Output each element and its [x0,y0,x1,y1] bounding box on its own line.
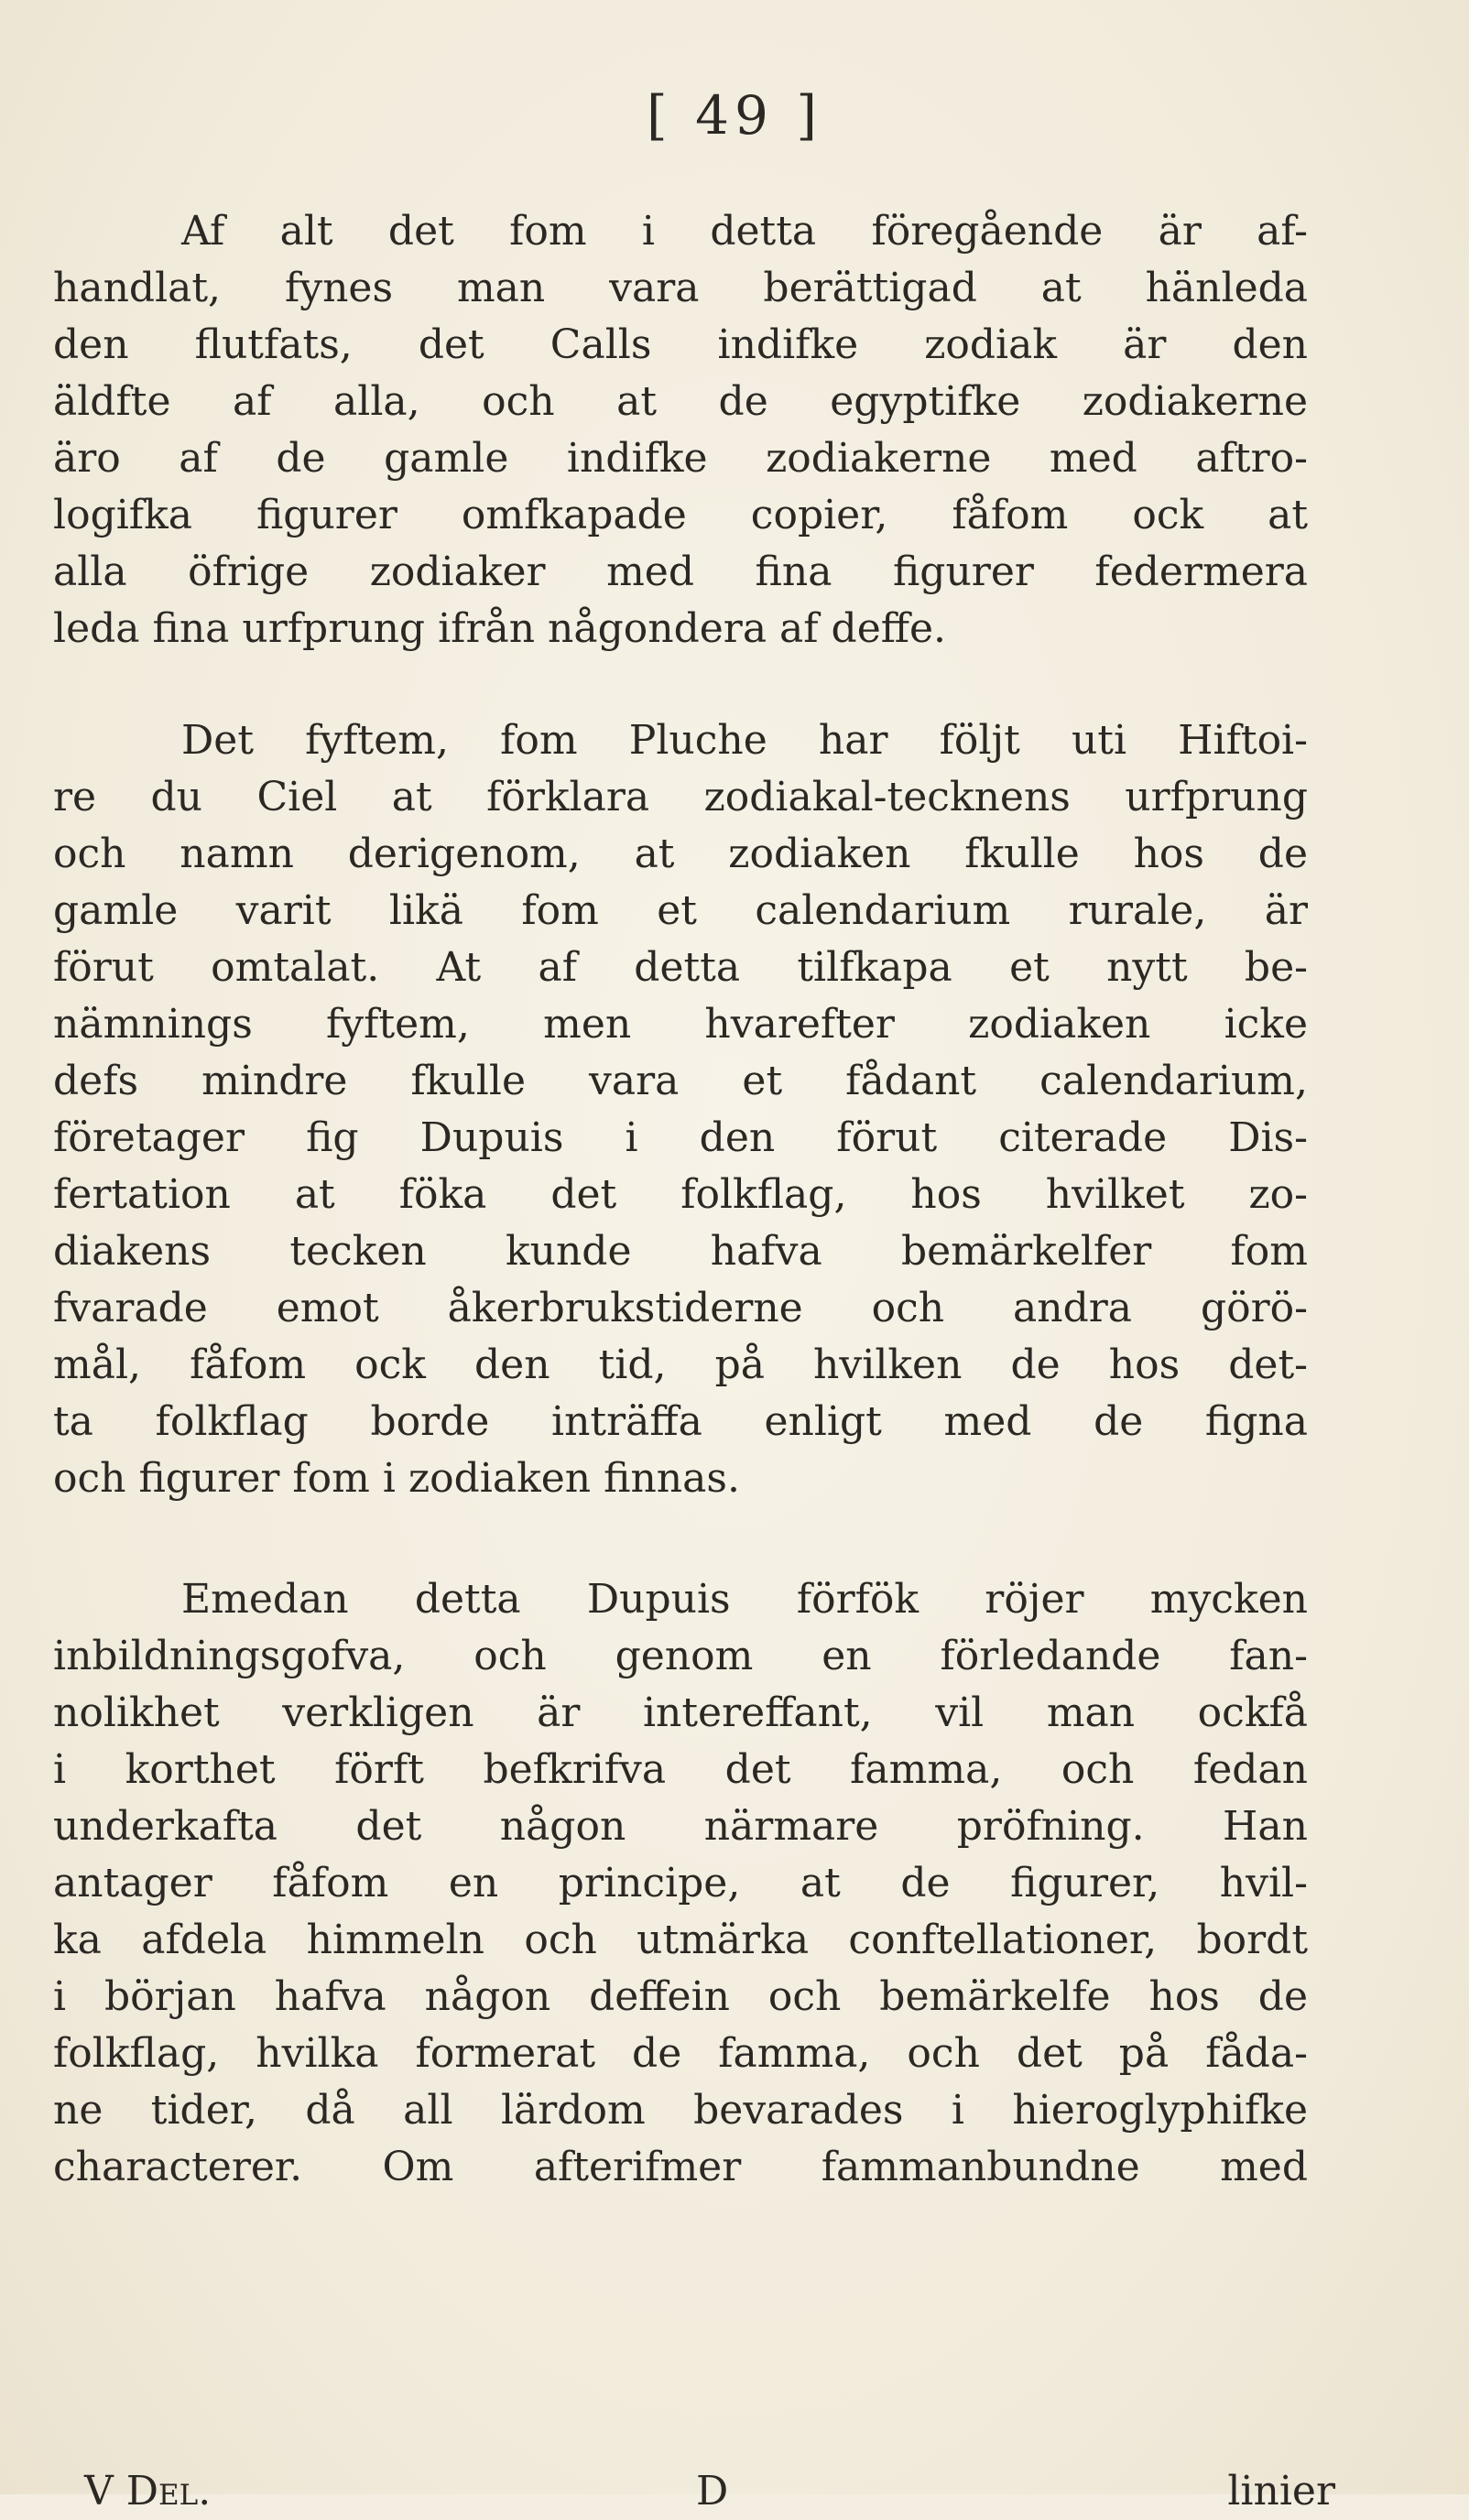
text-line: leda fina urfprung ifrån någondera af deffe. [53,605,947,652]
text-line: re du Ciel at förklara zodiakal-tecknens urfprung [53,774,1308,820]
text-line: äldfte af alla, och at de egyptifke zodiakerne [53,378,1308,425]
page-number: [ 49 ] [647,84,822,147]
text-line: antager fåfom en principe, at de figurer, hvil- [53,1860,1308,1906]
text-line: nolikhet verkligen är intereffant, vil man ockfå [53,1689,1308,1736]
text-line: characterer. Om afterifmer fammanbundne med [53,2144,1308,2190]
text-line: defs mindre fkulle vara et fådant calendarium, [53,1058,1308,1104]
text-line: folkflag, hvilka formerat de famma, och det på fåda- [53,2030,1308,2077]
text-line: mål, fåfom ock den tid, på hvilken de hos det- [53,1341,1308,1388]
text-line: alla öfrige zodiaker med fina figurer federmera [53,549,1308,595]
text-line: ta folkflag borde inträffa enligt med de figna [53,1398,1308,1445]
text-line: Emedan detta Dupuis förfök röjer mycken [181,1576,1308,1623]
paragraph-1 [53,203,1308,657]
text-line: diakens tecken kunde hafva bemärkelfer fom [53,1228,1308,1275]
text-line: i korthet förft befkrifva det famma, och fedan [53,1746,1308,1793]
text-line: underkafta det någon närmare pröfning. Han [53,1803,1308,1850]
text-line: företager fig Dupuis i den förut citerade Dis- [53,1114,1308,1161]
printer-signature: V Del. [84,2468,212,2515]
paragraph-3 [53,1571,1308,2196]
gathering-letter: D [696,2468,729,2515]
text-line: inbildningsgofva, och genom en förledande fan- [53,1633,1308,1679]
text-line: ne tider, då all lärdom bevarades i hieroglyphifke [53,2087,1308,2134]
text-line: fertation at föka det folkflag, hos hvilket zo- [53,1171,1308,1218]
text-line: ka afdela himmeln och utmärka conftellationer, bordt [53,1917,1308,1963]
text-line: handlat, fynes man vara berättigad at hänleda [53,265,1308,311]
catchword: linier [1227,2468,1335,2515]
text-line: gamle varit likä fom et calendarium rurale, är [53,887,1308,934]
text-line: den flutfats, det Calls indifke zodiak är den [53,321,1308,368]
paragraph-2 [53,712,1308,1507]
text-line: Af alt det fom i detta föregående är af- [181,208,1308,255]
text-line: nämnings fyftem, men hvarefter zodiaken icke [53,1001,1308,1048]
text-line: i början hafva någon deffein och bemärkelfe hos de [53,1973,1308,2020]
text-line: och namn derigenom, at zodiaken fkulle hos de [53,831,1308,877]
text-line: förut omtalat. At af detta tilfkapa et nytt be- [53,944,1308,991]
text-line: logifka figurer omfkapade copier, fåfom ock at [53,492,1308,538]
text-line: äro af de gamle indifke zodiakerne med aftro- [53,435,1308,482]
text-line: och figurer fom i zodiaken finnas. [53,1455,740,1502]
text-line: fvarade emot åkerbrukstiderne och andra görö- [53,1285,1308,1331]
text-line: Det fyftem, fom Pluche har följt uti Hiftoi- [181,717,1308,764]
